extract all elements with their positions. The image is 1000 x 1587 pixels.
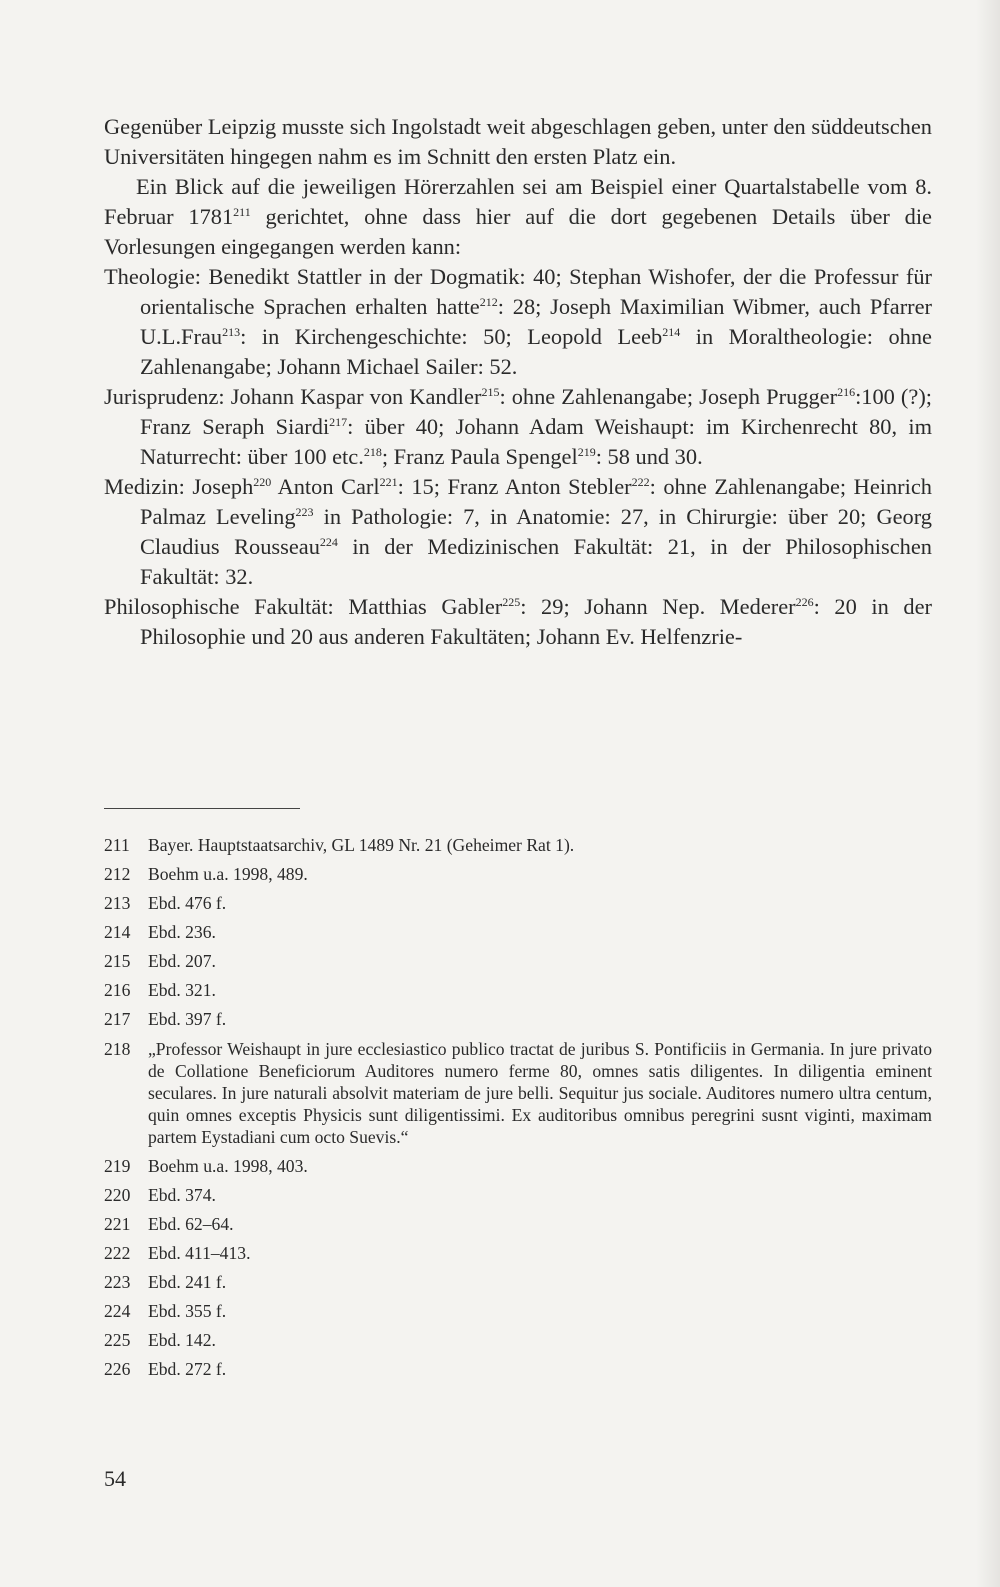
footnote-text: Bayer. Hauptstaatsarchiv, GL 1489 Nr. 21 (Geheimer Rat 1). [148, 835, 575, 855]
footnote-number: 224 [104, 1301, 131, 1321]
footnote [104, 1239, 932, 1268]
footnote-text: Ebd. 142. [148, 1330, 216, 1350]
footnote-number: 222 [104, 1243, 131, 1263]
page-edge-shadow [976, 0, 1000, 1587]
footnote-text: Ebd. 236. [148, 922, 216, 942]
footnote-ref: 212 [479, 295, 498, 309]
footnote-ref: 217 [329, 415, 348, 429]
text-run: : ohne Zahlenangabe; Joseph Prugger [499, 384, 838, 409]
footnote [104, 1326, 932, 1355]
text-run: Philosophische Fakultät: Matthias Gabler [104, 594, 503, 619]
footnote-ref: 222 [631, 475, 650, 489]
footnote [104, 831, 932, 860]
footnote-text: Ebd. 321. [148, 980, 216, 1000]
footnote-number: 218 [104, 1039, 131, 1059]
footnote-text: Ebd. 397 f. [148, 1009, 227, 1029]
text-run: Medizin: Joseph [104, 474, 254, 499]
footnote-ref: 226 [795, 595, 814, 609]
footnote-number: 213 [104, 893, 131, 913]
footnote-number: 217 [104, 1009, 131, 1029]
footnote-text: Boehm u.a. 1998, 489. [148, 864, 308, 884]
paragraph-intro: Gegenüber Leipzig musste sich Ingolstadt weit abgeschlagen geben, unter den süddeutschen Universitäten hingegen nahm es im Schnitt den ersten Platz ein. [104, 114, 932, 169]
entry-philosophie [104, 592, 932, 652]
footnote-text: Ebd. 355 f. [148, 1301, 227, 1321]
footnote-ref: 216 [837, 385, 856, 399]
footnote-ref: 219 [577, 445, 596, 459]
footnote-number: 211 [104, 835, 130, 855]
text-run: in Moraltheologie: ohne Zahlenangabe; Johann Michael Sailer: 52. [140, 324, 932, 379]
paragraph-quarterly-table [104, 172, 932, 262]
footnote [104, 860, 932, 889]
footnote [104, 1297, 932, 1326]
text-run: : 58 und 30. [595, 444, 703, 469]
text-run: :100 (?); Franz Seraph Siardi [140, 384, 933, 439]
footnote-ref: 223 [295, 505, 314, 519]
text-run: in Pathologie: 7, in Anatomie: 27, in Chirurgie: über 20; Georg Claudius Rousseau [140, 504, 932, 559]
footnote-text: Ebd. 272 f. [148, 1359, 227, 1379]
text-run: ; Franz Paula Spengel [381, 444, 578, 469]
footnote-text: Ebd. 374. [148, 1185, 216, 1205]
footnote [104, 1268, 932, 1297]
text-run: gerichtet, ohne dass hier auf die dort gegebenen Details über die Vorlesungen eingegangen werden kann: [104, 204, 932, 259]
footnote-number: 214 [104, 922, 131, 942]
text-run: : 15; Franz Anton Stebler [397, 474, 632, 499]
footnote-text: Ebd. 62–64. [148, 1214, 234, 1234]
footnote-ref: 213 [222, 325, 241, 339]
footnote-number: 226 [104, 1359, 131, 1379]
footnote-ref: 220 [253, 475, 272, 489]
footnote-number: 221 [104, 1214, 131, 1234]
footnote-number: 220 [104, 1185, 131, 1205]
footnote-ref: 221 [379, 475, 398, 489]
footnote [104, 889, 932, 918]
entry-medizin [104, 472, 932, 592]
text-run: : 28; Joseph Maximilian Wibmer, auch Pfarrer U.L.Frau [140, 294, 932, 349]
footnote-separator [104, 808, 300, 809]
footnote [104, 976, 932, 1005]
footnote [104, 1152, 932, 1181]
text-run: : über 40; Johann Adam Weishaupt: im Kirchenrecht 80, im Naturrecht: über 100 etc. [140, 414, 932, 469]
footnote [104, 947, 932, 976]
footnote [104, 1034, 932, 1152]
footnote-text: Ebd. 241 f. [148, 1272, 227, 1292]
main-text [104, 112, 932, 652]
footnote-number: 212 [104, 864, 131, 884]
text-run: Anton Carl [271, 474, 380, 499]
footnote-number: 215 [104, 951, 131, 971]
text-run: Ein Blick auf die jeweiligen Hörerzahlen sei am Beispiel einer Quartalstabelle vom 8. Februar 1781 [104, 174, 932, 229]
text-run: Jurisprudenz: Johann Kaspar von Kandler [104, 384, 482, 409]
footnote [104, 1181, 932, 1210]
footnote-ref: 218 [363, 445, 382, 459]
footnote-ref: 215 [481, 385, 500, 399]
entry-theologie [104, 262, 932, 382]
text-run: : 20 in der Philosophie und 20 aus anderen Fakultäten; Johann Ev. Helfenzrie- [140, 594, 932, 649]
text-run: : 29; Johann Nep. Mederer [520, 594, 796, 619]
entry-jurisprudenz [104, 382, 932, 472]
footnote [104, 1210, 932, 1239]
text-run: in der Medizinischen Fakultät: 21, in der Philosophischen Fakultät: 32. [140, 534, 932, 589]
footnote-number: 223 [104, 1272, 131, 1292]
footnote-text: „Professor Weishaupt in jure ecclesiastico publico tractat de juribus S. Pontificiis in Germania. In jure privato de Collatione Beneficiorum Auditores numero ferme 80, omnes satis diligentes. In diligentia eminent seculares. In jure naturali absolvit materiam de jure belli. Sequitur jus sociale. Auditores numero ultra centum, quin omnes exceptis Physicis sunt diligentissimi. Ex auditoribus omnibus peregrini susnt viginti, maximam partem Eystadiani cum octo Suevis.“ [148, 1039, 932, 1147]
footnote-text: Boehm u.a. 1998, 403. [148, 1156, 308, 1176]
footnote-text: Ebd. 207. [148, 951, 216, 971]
footnote-text: Ebd. 476 f. [148, 893, 227, 913]
footnote-ref: 214 [662, 325, 681, 339]
footnote-text: Ebd. 411–413. [148, 1243, 251, 1263]
page-number: 54 [104, 1466, 126, 1491]
footnote [104, 918, 932, 947]
text-run: : ohne Zahlenangabe; Heinrich Palmaz Leveling [140, 474, 932, 529]
footnote-ref: 224 [319, 535, 338, 549]
footnote-number: 216 [104, 980, 131, 1000]
footnote [104, 1355, 932, 1384]
footnote [104, 1005, 932, 1034]
text-run: : in Kirchengeschichte: 50; Leopold Leeb [240, 324, 663, 349]
footnote-ref: 225 [502, 595, 521, 609]
footnote-ref: 211 [233, 205, 251, 219]
footnote-number: 225 [104, 1330, 131, 1350]
footnote-number: 219 [104, 1156, 131, 1176]
text-run: Theologie: Benedikt Stattler in der Dogmatik: 40; Stephan Wishofer, der die Professur für orientalische Sprachen erhalten hatte [104, 264, 932, 319]
footnotes [104, 831, 932, 1384]
